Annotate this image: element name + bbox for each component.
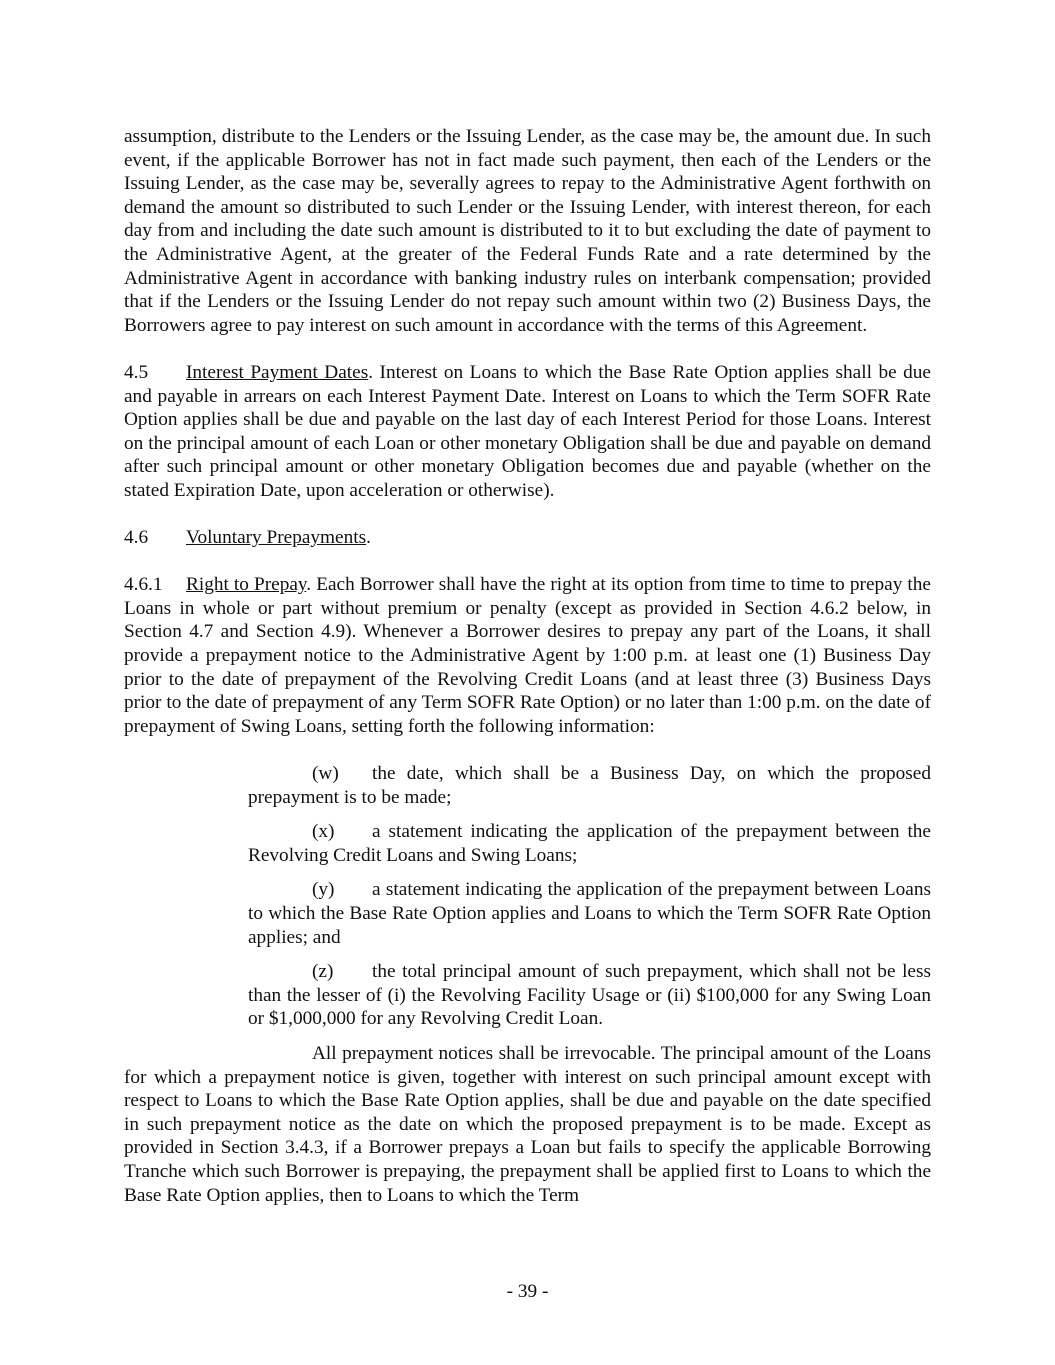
section-4-5-paragraph bbox=[124, 361, 931, 503]
section-4-6-1-paragraph bbox=[124, 573, 931, 738]
list-item-w bbox=[248, 762, 931, 809]
list-item-text: a statement indicating the application of the prepayment between Loans to which the Base Rate Option applies and Loans to which the Term SOFR Rate Option applies; and bbox=[248, 879, 931, 948]
list-item-label: (y) bbox=[312, 879, 335, 901]
page-number: - 39 - bbox=[506, 1281, 549, 1302]
section-heading: Voluntary Prepayments bbox=[186, 527, 367, 549]
section-number: 4.6.1 bbox=[124, 574, 163, 596]
list-item-x bbox=[248, 820, 931, 867]
list-item-text: a statement indicating the application of the prepayment between the Revolving Credit Loans and Swing Loans; bbox=[248, 821, 931, 866]
closing-paragraph: All prepayment notices shall be irrevocable. The principal amount of the Loans for which a prepayment notice is given, together with interest on such principal amount except with respect to Loans to which the Base Rate Option applies, shall be due and payable on the date specified in such prepayment notice as the date on which the proposed prepayment is to be made. Except as provided in Section 3.4.3, if a Borrower prepays a Loan but fails to specify the applicable Borrowing Tranche which such Borrower is prepaying, the prepayment shall be applied first to Loans to which the Base Rate Option applies, then to Loans to which the Term bbox=[124, 1042, 931, 1206]
list-item-label: (w) bbox=[312, 763, 339, 785]
section-body: . Interest on Loans to which the Base Rate Option applies shall be due and payable in arrears on each Interest Payment Date. Interest on Loans to which the Term SOFR Rate Option applies shall be due and payable on the last day of each Interest Period for those Loans. Interest on the principal amount of each Loan or other monetary Obligation shall be due and payable on demand after such principal amount or other monetary Obligation becomes due and payable (whether on the stated Expiration Date, upon acceleration or otherwise). bbox=[124, 361, 931, 501]
list-item-label: (z) bbox=[312, 961, 334, 983]
list-item-label: (x) bbox=[312, 821, 335, 843]
section-body: . Each Borrower shall have the right at its option from time to time to prepay the Loans in whole or part without premium or penalty (except as provided in Section 4.6.2 below, in Section 4.7 and Section 4.9). Whenever a Borrower desires to prepay any part of the Loans, it shall provide a prepayment notice to the Administrative Agent by 1:00 p.m. at least one (1) Business Day prior to the date of prepayment of the Revolving Credit Loans (and at least three (3) Business Days prior to the date of prepayment of any Term SOFR Rate Option) or no later than 1:00 p.m. on the date of prepayment of Swing Loans, setting forth the following information: bbox=[124, 574, 931, 737]
continuation-paragraph: assumption, distribute to the Lenders or the Issuing Lender, as the case may be, the amount due. In such event, if the applicable Borrower has not in fact made such payment, then each of the Lenders or the Issuing Lender, as the case may be, severally agrees to repay to the Administrative Agent forthwith on demand the amount so distributed to such Lender or the Issuing Lender, with interest thereon, for each day from and including the date such amount is distributed to it to but excluding the date of payment to the Administrative Agent, at the greater of the Federal Funds Rate and a rate determined by the Administrative Agent in accordance with banking industry rules on interbank compensation; provided that if the Lenders or the Issuing Lender do not repay such amount within two (2) Business Days, the Borrowers agree to pay interest on such amount in accordance with the terms of this Agreement. bbox=[124, 126, 931, 336]
section-heading: Interest Payment Dates bbox=[186, 361, 369, 383]
section-number: 4.5 bbox=[124, 361, 149, 383]
section-4-6-heading: 4.6 Voluntary Prepayments. bbox=[124, 527, 371, 549]
section-heading: Right to Prepay bbox=[186, 574, 307, 596]
document-page bbox=[124, 125, 931, 1207]
section-number: 4.6 bbox=[124, 527, 149, 549]
list-item-z bbox=[248, 960, 931, 1031]
list-item-text: the date, which shall be a Business Day, on which the proposed prepayment is to be made; bbox=[248, 763, 931, 808]
list-item-text: the total principal amount of such prepayment, which shall not be less than the lesser of (i) the Revolving Facility Usage or (ii) $100,000 for any Swing Loan or $1,000,000 for any Revolving Credit Loan. bbox=[248, 961, 931, 1030]
list-item-y bbox=[248, 878, 931, 949]
